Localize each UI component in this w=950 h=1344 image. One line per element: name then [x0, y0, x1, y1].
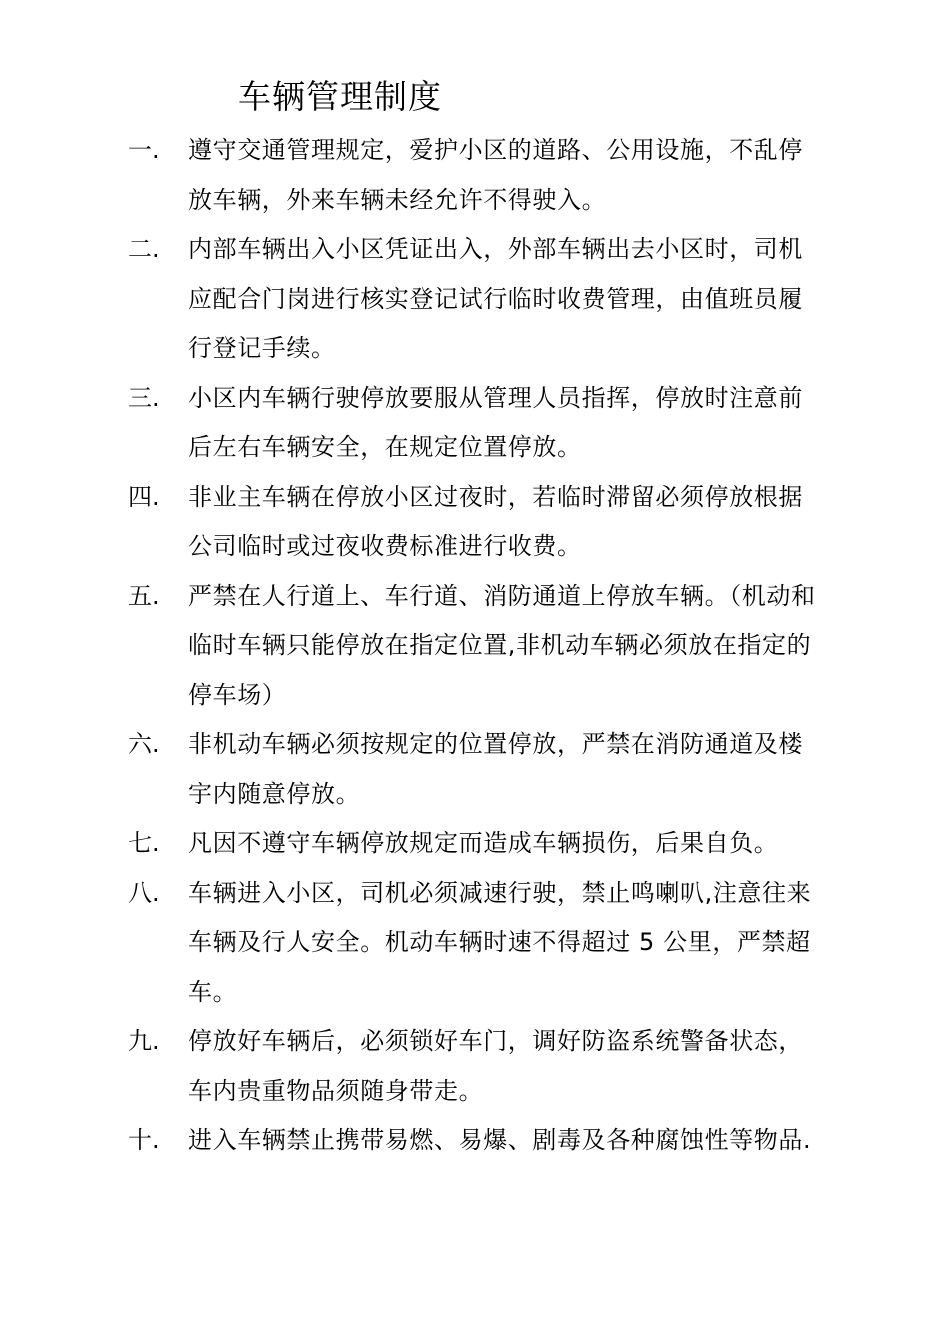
rule-item-5 — [0, 572, 950, 721]
document-title: 车辆管理制度 — [238, 77, 442, 116]
rule-number: 八. — [128, 878, 160, 907]
rule-number: 十. — [128, 1126, 160, 1154]
rule-text: 遵守交通管理规定，爱护小区的道路、公用设施，不乱停放车辆，外来车辆未经允许不得驶入。 — [188, 136, 803, 214]
rule-text: 内部车辆出入小区凭证出入，外部车辆出去小区时，司机应配合门岗进行核实登记试行临时收费管理，由值班员履行登记手续。 — [188, 235, 803, 362]
rule-number: 九. — [128, 1027, 160, 1055]
rule-number: 六. — [128, 730, 160, 758]
rule-item-4 — [0, 473, 950, 572]
rule-text: 停放好车辆后，必须锁好车门，调好防盗系统警备状态，车内贵重物品须随身带走。 — [188, 1027, 803, 1105]
rule-text: 小区内车辆行驶停放要服从管理人员指挥，停放时注意前后左右车辆安全，在规定位置停放。 — [188, 383, 803, 461]
rule-item-6 — [0, 720, 950, 819]
rule-text: 非业主车辆在停放小区过夜时，若临时滞留必须停放根据公司临时或过夜收费标准进行收费。 — [188, 482, 803, 560]
rule-item-8 — [0, 869, 950, 1018]
rule-number: 四. — [128, 482, 160, 511]
rule-text: 车辆进入小区，司机必须减速行驶，禁止鸣喇叭,注意往来车辆及行人安全。机动车辆时速不得超过 5 公里，严禁超车。 — [188, 878, 812, 1006]
rule-item-2 — [0, 225, 950, 374]
rule-item-3 — [0, 374, 950, 473]
rule-text: 凡因不遵守车辆停放规定而造成车辆损伤，后果自负。 — [188, 829, 779, 857]
rule-text: 严禁在人行道上、车行道、消防通道上停放车辆。（机动和临时车辆只能停放在指定位置,非机动车辆必须放在指定的停车场） — [188, 581, 816, 709]
rule-number: 七. — [128, 829, 160, 857]
rule-item-7 — [0, 819, 950, 869]
rule-number: 二. — [128, 235, 160, 263]
rule-item-10 — [0, 1116, 950, 1166]
rule-number: 五. — [128, 581, 160, 610]
rules-list — [0, 126, 950, 1166]
rule-item-1 — [0, 126, 950, 225]
rule-number: 三. — [128, 383, 160, 412]
rule-text: 进入车辆禁止携带易燃、易爆、剧毒及各种腐蚀性等物品. — [188, 1126, 812, 1154]
rule-text: 非机动车辆必须按规定的位置停放，严禁在消防通道及楼宇内随意停放。 — [188, 730, 803, 808]
rule-item-9 — [0, 1017, 950, 1116]
rule-number: 一. — [128, 136, 160, 164]
